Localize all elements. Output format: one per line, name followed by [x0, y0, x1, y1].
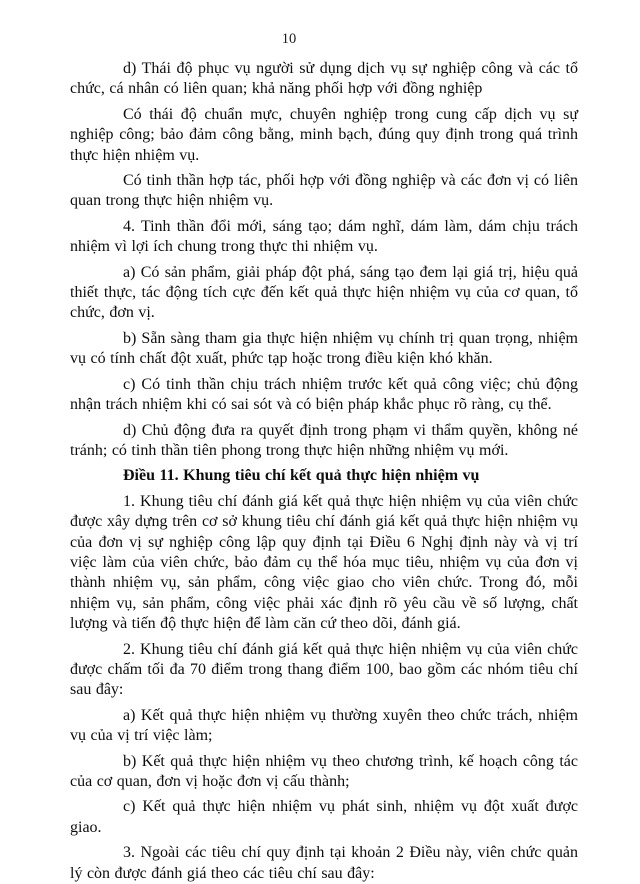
para-item-3-manager-criteria: 3. Ngoài các tiêu chí quy định tại khoản 2 Điều này, viên chức quản lý còn được đánh giá theo các tiêu chí sau đây: [70, 844, 578, 882]
para-clause-a-regular-tasks: a) Kết quả thực hiện nhiệm vụ thường xuyên theo chức trách, nhiệm vụ của vị trí việc làm; [70, 706, 578, 745]
para-clause-d-decision-making: d) Chủ động đưa ra quyết định trong phạm vi thẩm quyền, không né tránh; có tinh thần tiên phong trong thực hiện những nhiệm vụ mới. [70, 421, 578, 459]
para-professional-conduct: Có thái độ chuẩn mực, chuyên nghiệp trong cung cấp dịch vụ sự nghiệp công; bảo đảm công bằng, minh bạch, đúng quy định trong quá trình thực hiện nhiệm vụ. [70, 105, 578, 164]
para-clause-c-arising-tasks: c) Kết quả thực hiện nhiệm vụ phát sinh, nhiệm vụ đột xuất được giao. [70, 798, 578, 836]
para-clause-a-breakthrough: a) Có sản phẩm, giải pháp đột phá, sáng tạo đem lại giá trị, hiệu quả thiết thực, tác động tích cực đến kết quả thực hiện nhiệm vụ của cơ quan, tổ chức, đơn vị. [70, 263, 578, 322]
para-item-1-criteria-framework: 1. Khung tiêu chí đánh giá kết quả thực hiện nhiệm vụ của viên chức được xây dựng trên cơ sở khung tiêu chí đánh giá kết quả thực hiện nhiệm vụ của đơn vị sự nghiệp công lập quy định tại Điều 6 Nghị định này và vị trí việc làm của viên chức, bảo đảm cụ thể hóa mục tiêu, nhiệm vụ của đơn vị thành nhiệm vụ, sản phẩm, công việc giao cho viên chức. Trong đó, mỗi nhiệm vụ, sản phẩm, công việc phải xác định rõ yêu cầu về số lượng, chất lượng và tiến độ thực hiện để làm căn cứ theo dõi, đánh giá. [70, 492, 578, 633]
para-clause-d-service-attitude: d) Thái độ phục vụ người sử dụng dịch vụ sự nghiệp công và các tổ chức, cá nhân có liên quan; khả năng phối hợp với đồng nghiệp [70, 60, 578, 98]
document-body [70, 59, 578, 884]
para-item-2-scoring-70-points: 2. Khung tiêu chí đánh giá kết quả thực hiện nhiệm vụ của viên chức được chấm tối đa 70 điểm trong thang điểm 100, bao gồm các nhóm tiêu chí sau đây: [70, 640, 578, 699]
para-item-4-innovation: 4. Tinh thần đổi mới, sáng tạo; dám nghĩ, dám làm, dám chịu trách nhiệm vì lợi ích chung trong thực thi nhiệm vụ. [70, 217, 578, 256]
article-11-heading: Điều 11. Khung tiêu chí kết quả thực hiện nhiệm vụ [123, 467, 480, 485]
para-clause-b-program-tasks: b) Kết quả thực hiện nhiệm vụ theo chương trình, kế hoạch công tác của cơ quan, đơn vị hoặc đơn vị cấu thành; [70, 752, 578, 790]
page-number: 10 [281, 31, 297, 47]
para-clause-b-readiness: b) Sẵn sàng tham gia thực hiện nhiệm vụ chính trị quan trọng, nhiệm vụ có tính chất đột xuất, phức tạp hoặc trong điều kiện khó khăn. [70, 329, 578, 368]
para-clause-c-responsibility: c) Có tinh thần chịu trách nhiệm trước kết quả công việc; chủ động nhận trách nhiệm khi có sai sót và có biện pháp khắc phục rõ ràng, cụ thể. [70, 375, 578, 414]
para-cooperation-spirit: Có tinh thần hợp tác, phối hợp với đồng nghiệp và các đơn vị có liên quan trong thực hiện nhiệm vụ. [70, 172, 578, 210]
